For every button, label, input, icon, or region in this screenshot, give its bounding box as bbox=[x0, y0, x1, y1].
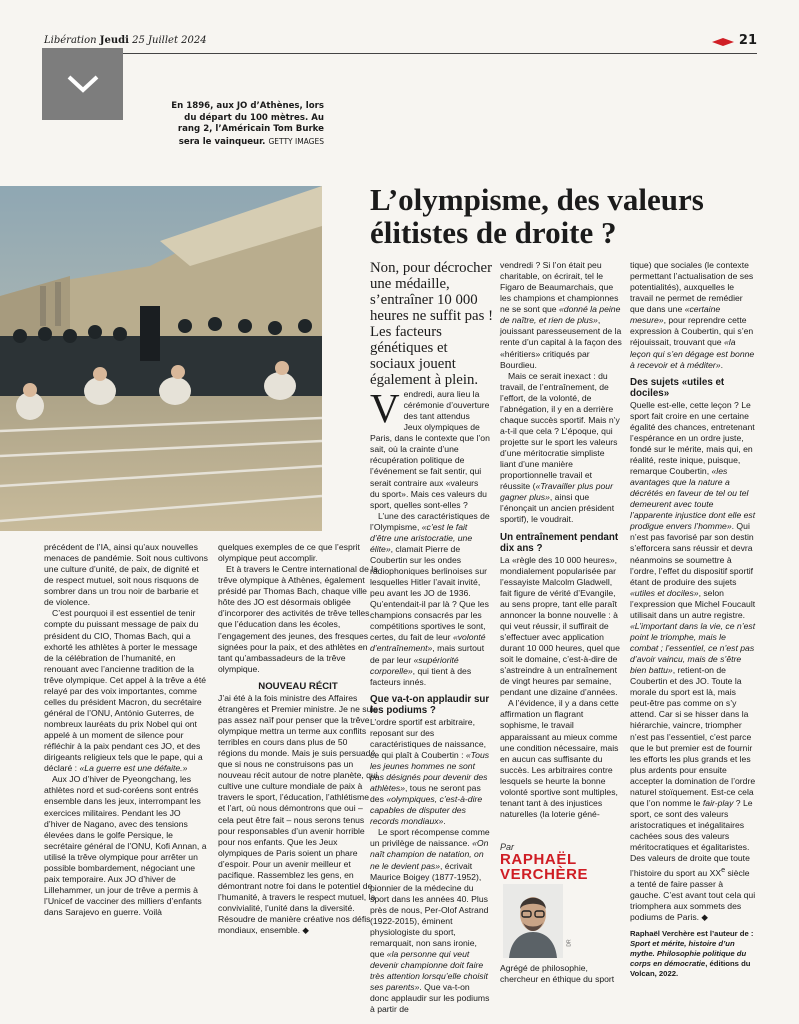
header-day: Jeudi bbox=[99, 35, 129, 46]
book-note bbox=[630, 929, 756, 979]
collapse-button[interactable] bbox=[42, 48, 123, 120]
article-column-1: précédent de l’IA, ainsi qu’aux nouvelles menaces de pandémie. Soit nous cultivons une culture d’unité, de paix, de dignité et de respect mutuel, soit nous risquons de sombrer dans un trou noir de barbarie et de violence. C’est pourquoi il est essentiel de tenir compte du puissant message de paix du président du CIO, Thomas Bach, qui a exhorté les athlètes à porter le message de la célébration de l’humanité, en renouant avec l’ancienne tradition de la trêve olympique. Cet appel à la trêve a été relayé par des voix importantes, comme celles du président Macron, du secrétaire général de l’ONU, António Guterres, de nombreux lauréats du prix Nobel qui ont appelé à un moment de silence pour réfléchir à la paix pendant ces JO, et des dirigeants religieux tels que le pape, qui a déclaré : «La guerre est une défaite.» Aux JO d’hiver de Pyeongchang, les athlètes nord et sud-coréens sont entrés ensemble dans les jeux, interrompant les exercices militaires. Pendant les JO d’hiver de Nagano, avec des tensions élevées dans le golfe Persique, le secrétaire général de l’ONU, Kofi Annan, a utilisé la trêve olympique pour arrêter un possible bombardement, négociant une paix temporaire. Aux JO d’hiver de Lillehammer, un jour de trêve a permis à l’Unicef de vacciner des milliers d’enfants dans Sarajevo en guerre. Voilà bbox=[44, 542, 208, 918]
byline bbox=[500, 842, 588, 882]
header-rule bbox=[44, 53, 757, 54]
publication-name: Libération bbox=[44, 35, 97, 46]
subheading-nouveau-recit: NOUVEAU RÉCIT bbox=[258, 680, 338, 692]
subheading-entrainement: Un entraînement pendant dix ans ? bbox=[500, 531, 619, 554]
chevron-down-icon bbox=[65, 73, 101, 95]
article-standfirst: Non, pour décrocher une médaille, s’entraîner 10 000 heures ne suffit pas ! Les facteurs génétiques et sociaux jouent également à plein. bbox=[370, 260, 493, 388]
article-column-2: quelques exemples de ce que l’esprit olympique peut accomplir. Et à travers le Centre international de la trêve olympique à Athènes, également présidé par Thomas Bach, chaque ville hôte des JO est désormais obligée d’incorporer des activités de trêve telles que l’éducation dans les écoles, l’engagement des jeunes, des fresques signées pour la paix, et des athlètes en tant qu’ambassadeurs de la trêve olympique. NOUVEAU RÉCIT J’ai été à la fois ministre des Affaires étrangères et Premier ministre. Je ne suis pas assez naïf pour penser que la trêve olympique mettra un terme aux conflits terribles en cours dans plus de 50 régions du monde. Mais je suis persuadé que si nous ne construisons pas un nouveau récit autour de notre planète, qui cultive une culture mondiale de paix à travers le sport, l’éducation, l’athlétisme et l’art, où nous démontrons que oui – cela peut être fait – nous serons tenus pour responsables d’un avenir horrible pour nos enfants. Que les Jeux olympiques de Paris soient un phare d’espoir. Pour un avenir meilleur et pacifique. Rassemblez les gens, en démontrant notre foi dans le potentiel de l’humanité, à travers le respect mutuel, la convivialité, l’unité dans la diversité. Résoudre de manière créative nos défis mondiaux, ensemble. ◆ bbox=[218, 542, 378, 936]
header-date: 25 Juillet 2024 bbox=[132, 35, 207, 46]
book-publisher: , éditions du Volcan, 2022. bbox=[630, 959, 751, 978]
article-column-3: Vendredi, aura lieu la cérémonie d’ouverture des tant attendus Jeux olympiques de Paris, dans le contexte que l’on sait, où la crainte d’une récupération politique de l’événement se fait sentir, qui serait contraire aux «valeurs du sport». Mais ces valeurs du sport, quelles sont-elles ? L’une des caractéristiques de l’Olympisme, «c’est le fait d’être une aristocratie, une élite», clamait Pierre de Coubertin sur les ondes radiophoniques berlinoises sur lesquelles Hitler l’avait invité, peu avant les JO de 1936. Qu’entendait-il par là ? Que les champions consacrés par les compétitions sportives le sont, certes, du fait de leur «volonté d’entraînement», mais surtout de par leur «supériorité corporelle», qui tient à des facteurs innés. Que va-t-on applaudir sur les podiums ? L’ordre sportif est arbitraire, reposant sur des caractéristiques de naissance, ce qui plaît à Coubertin : «Tous les jeunes hommes ne sont pas désignés pour devenir des athlètes», tous ne seront pas des «olympiques, c’est-à-dire capables de disputer des records mondiaux». Le sport récompense comme un privilège de naissance. «On naît champion de natation, on ne le devient pas», écrivait Maurice Boigey (1877-1952), pionnier de la médecine du sport dans les années 40. Plus près de nous, Per-Olof Astrand (1922-2015), éminent physiologiste du sport, remarquait, non sans ironie, que «la personne qui veut devenir championne doit faire très attention lorsqu’elle choisit ses parents». Que va-t-on donc applaudir sur les podiums à partir de bbox=[370, 385, 490, 1015]
caption-credit: GETTY IMAGES bbox=[268, 136, 324, 146]
author-first-name: RAPHAËL bbox=[500, 851, 577, 868]
photo-credit-dr: DR bbox=[566, 939, 573, 947]
page-number: 21 bbox=[738, 33, 757, 48]
article-title: L’olympisme, des valeurs élitistes de droite ? bbox=[370, 182, 704, 250]
article-column-5: tique) que sociales (le contexte permettant l’actualisation de ses potentialités), auxquelles le travail ne permet de remédier que dans une «certaine mesure», pour reprendre cette expression à Coubertin, qui s’en réjouissait, trouvant que «la leçon qui s’en dégage est bonne à recevoir et à méditer». Des sujets «utiles et dociles» Quelle est-elle, cette leçon ? Le sport fait croire en une certaine égalité des chances, entretenant l’espérance en un ordre juste, fondé sur le mérite, mais qui, en réalité, reste inique, puisque, remarque Coubertin, «les avantages que la nature a décrétés en faveur de tel ou tel demeurent avec toute l’apparente injustice dont elle est prodigue envers l’homme». Qui n’est pas favorisé par son destin s’efforcera sans réussir et devra néanmoins se soumettre à l’ordre, l’effet du dispositif sportif étant de produire des sujets «utiles et dociles», selon l’expression que Michel Foucault utilisait dans un autre registre. «L’important dans la vie, ce n’est point le triomphe, mais le combat ; l’essentiel, ce n’est pas d’avoir vaincu, mais de s’être bien battu», retient-on de Coubertin et des JO. Toute la morale du sport est là, mais peut-être pas comme on s’y attend. Car si se hisser dans la hiérarchie, vaincre, triompher n’est pas l’essentiel, c’est parce que le but premier est de fournir les efforts les plus grands et les plus ardents pour ensuite accepter la domination de l’ordre naturel stoïquement. Est-ce cela que l’on nomme le fair-play ? Le sport, ce sont des valeurs aristocratiques et inégalitaires cachées sous des valeurs méritocratiques et égalitaristes. Des valeurs de droite que toute l’histoire du sport au XXe siècle a tenté de faire passer à gauche. C’est avant tout cela qui triomphera aux sommets des podiums de Paris. ◆ bbox=[630, 260, 756, 923]
intro-paragraph: endredi, aura lieu la cérémonie d’ouverture des tant attendus Jeux olympiques de Paris, dans le contexte que l’on sait, où la crainte d’une récupération politique de l’événement se fait sentir, qui serait contraire aux «valeurs du sport». Mais ces valeurs du sport, quelles sont-elles ? bbox=[370, 389, 490, 510]
book-title: Sport et mérite, histoire d’un mythe. Philosophie politique du corps en démocratie bbox=[630, 939, 747, 968]
drop-cap: V bbox=[370, 385, 400, 431]
subheading-dociles: Des sujets «utiles et dociles» bbox=[630, 376, 725, 399]
subheading-podiums: Que va-t-on applaudir sur les podiums ? bbox=[370, 693, 490, 716]
photo-caption bbox=[170, 101, 324, 148]
page-header bbox=[44, 35, 207, 46]
author-last-name: VERCHÈRE bbox=[500, 866, 589, 883]
author-photo bbox=[503, 884, 563, 958]
caption-text: En 1896, aux JO d’Athènes, lors du départ du 100 mètres. Au rang 2, l’Américain Tom Burke sera le vainqueur. bbox=[171, 101, 324, 147]
author-bio: Agrégé de philosophie, chercheur en éthique du sport bbox=[500, 963, 615, 984]
byline-par: Par bbox=[500, 842, 515, 852]
book-note-lead: Raphaël Verchère est l’auteur de : bbox=[630, 929, 754, 938]
article-column-4: vendredi ? Si l’on était peu charitable, on écrirait, tel le Figaro de Beaumarchais, que les champions et championnes ne se sont que «donné la peine de naître, et rien de plus», jouissant paresseusement de la rente d’un capital à la façon des «héritiers» critiqués par Bourdieu. Mais ce serait inexact : du travail, de l’entraînement, de l’effort, de la volonté, de l’abnégation, il y en a derrière chaque succès sportif. Mais n’y a-t-il que cela ? L’époque, qui projette sur le sport les valeurs d’une méritocratie simpliste liant d’une manière proportionnelle travail et réussite («Travailler plus pour gagner plus», ainsi que l’énonçait un ancien président sportif), le voudrait. Un entraînement pendant dix ans ? La «règle des 10 000 heures», mondialement popularisée par l’essayiste Malcolm Gladwell, fait figure de vérité d’Evangile, au sens propre, tant elle paraît annoncer la bonne nouvelle : à qui veut réussir, il suffirait de s’effectuer avec application durant 10 000 heures, quel que soit le domaine, c’est-à-dire de s’astreindre à un entraînement de vingt heures par semaine, pendant une dizaine d’années. A l’évidence, il y a dans cette affirmation un flagrant sophisme, le travail apparaissant au mieux comme une condition nécessaire, mais en aucun cas suffisante du succès. Les arbitraires contre lesquels se heurte la bonne volonté sportive sont multiples, tenant tant à des injustices naturelles (la loterie géné- bbox=[500, 260, 622, 819]
hero-photo bbox=[0, 186, 322, 531]
liberation-logo-icon bbox=[712, 38, 734, 46]
